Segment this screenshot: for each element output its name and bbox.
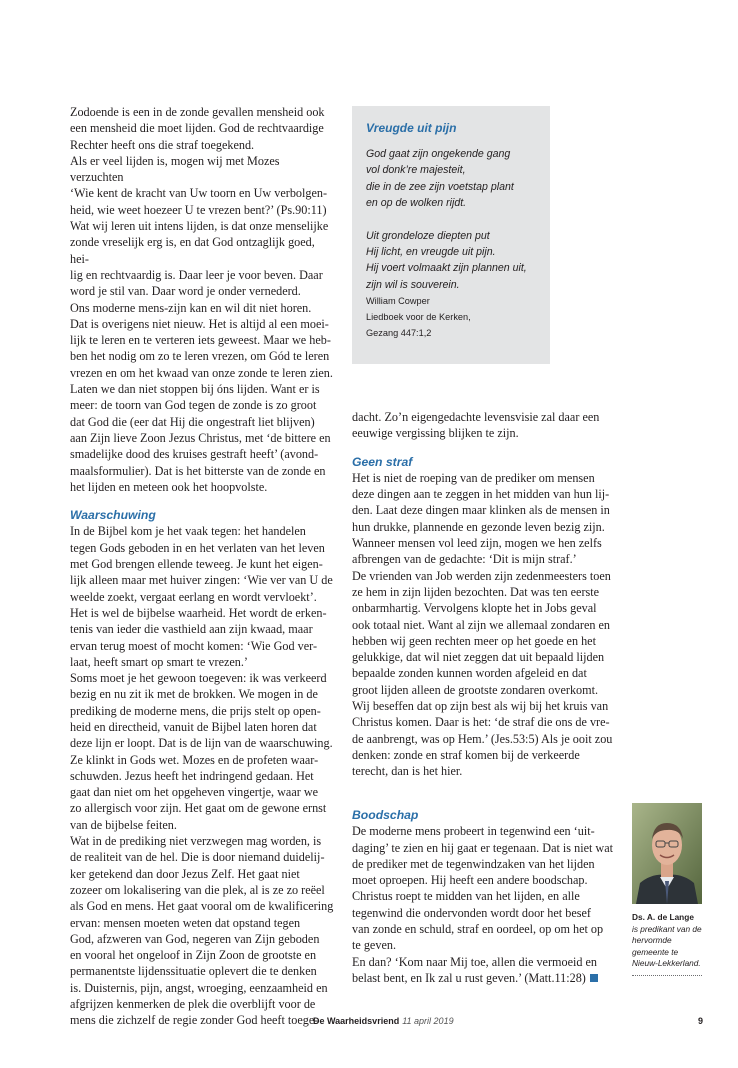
boodschap-paragraph bbox=[352, 823, 618, 986]
heading-waarschuwing: Waarschuwing bbox=[70, 508, 156, 523]
author-portrait-illustration bbox=[632, 803, 702, 904]
boodschap-text: De moderne mens probeert in tegenwind een ‘uit- daging’ te zien en hij gaat er tegenaan. Dat is niet wat de prediker met de tegenwindzaken van het lijden moet oproepen. Hij heeft een andere boodschap. Christus roept te midden van het lijden, en alle tegenwind die ondervonden wordt door het besef van zonde en schuld, straf en oordeel, op om het op te geven. En dan? ‘Kom naar Mij toe, allen die vermoeid en belast bent, en Ik zal u rust geven.’ (Matt.11:28) bbox=[352, 824, 614, 985]
page-number: 9 bbox=[698, 1016, 704, 1026]
page-footer bbox=[0, 1016, 738, 1032]
continuation-paragraph: dacht. Zo’n eigengedachte levensvisie zal daar een eeuwige vergissing blijken te zijn. bbox=[352, 410, 600, 441]
article-right-column-top bbox=[352, 409, 618, 780]
author-caption bbox=[632, 912, 704, 976]
footer-publication bbox=[313, 1016, 454, 1026]
heading-geen-straf: Geen straf bbox=[352, 454, 413, 469]
poem-credit-book: Liedboek voor de Kerken, bbox=[366, 312, 471, 323]
geen-straf-paragraph: Het is niet de roeping van de prediker om mensen deze dingen aan te zeggen in het midden van hun lij- den. Laat deze dingen maar klinken als de mensen in hun drukke, plannende en gezonde leven bezig zijn. Wanneer mensen vol leed zijn, mogen we hen zelfs afbrengen van de gedachte: ‘Dit is mijn straf.’ De vrienden van Job werden zijn zedenmeesters toen ze hem in zijn lijden bezochten. Dat was ten eerste onbarmhartig. Vervolgens klopte het in Jobs geval ook totaal niet. Want al zijn we allemaal zondaren en hebben wij geen rechten meer op het goede en het gelukkige, dat wil niet zeggen dat uit bepaald lijden bepaalde zonden kunnen worden afgeleid en dat groot lijden alleen de grootste zondaren overkomt. Wij beseffen dat op zijn best als wij bij het kruis van Christus komen. Daar is het: ‘de straf die ons de vre- de aanbrengt, was op Hem.’ (Jes.53:5) Als je ooit zou denken: zonde en straf komen bij de verkeerde terecht, dan is het hier. bbox=[352, 470, 613, 779]
author-bio: is predikant van de hervormde gemeente te Nieuw-Lekkerland. bbox=[632, 923, 702, 969]
author-name: Ds. A. de Lange bbox=[632, 912, 694, 922]
poem-sidebar-box bbox=[352, 106, 550, 364]
heading-boodschap: Boodschap bbox=[352, 808, 419, 822]
publication-name: De Waarheidsvriend bbox=[313, 1016, 400, 1026]
article-right-column-bottom bbox=[352, 807, 618, 986]
author-photo bbox=[632, 803, 702, 904]
intro-paragraph: Zodoende is een in de zonde gevallen mensheid ook een mensheid die moet lijden. God de rechtvaardige Rechter heeft ons die straf toegekend. Als er veel lijden is, mogen wij met Mozes verzuchten ‘Wie kent de kracht van Uw toorn en Uw verbolgen- heid, wie weet hoezeer U te vrezen bent?’ (Ps.90:11) Wat wij leren uit intens lijden, is dat onze menselijke zonde vreselijk erg is, en dat God ontzaglijk goed, hei- lig en rechtvaardig is. Daar leer je voor beven. Daar word je stil van. Daar word je onder vernederd. Ons moderne mens-zijn kan en wil dit niet horen. Dat is overigens niet nieuw. Het is altijd al een moei- lijk te leren en te verteren iets geweest. Maar we heb- ben het nodig om zo te leren vrezen, om Gód te leren vrezen en om het kwaad van onze zonde te leren zien. Laten we dan niet stoppen bij óns lijden. Want er is meer: de toorn van God tegen de zonde is zo groot dat God die (eer dat Hij die ongestraft liet blijven) aan Zijn lieve Zoon Jezus Christus, met ‘de bittere en smadelijke dood des kruises gestraft heeft’ (avond- maalsformulier). Dat is het bitterste van de zonde en het lijden en meteen ook het hoopvolste. bbox=[70, 105, 333, 494]
waarschuwing-paragraph: In de Bijbel kom je het vaak tegen: het handelen tegen Gods geboden in en het verlaten van het leven met God brengen ellende teweeg. Je kunt het eigen- lijk alleen maar met huiver zingen: ‘Wie ver van U de weelde zoekt, vergaat eerlang en wordt vervloekt’. Het is wel de bijbelse waarheid. Het wordt de erken- tenis van ieder die vasthield aan zijn kwaad, maar ervan terug moest of mocht komen: ‘Wie God ver- laat, heeft smart op smart te vrezen.’ Soms moet je het gewoon toegeven: ik was verkeerd bezig en nu zit ik met de brokken. We mogen in de prediking de moderne mens, die prijs stelt op open- heid en directheid, vanuit de Bijbel laten horen dat deze lijn er loopt. Dat is de lijn van de waarschuwing. Ze klinkt in Gods wet. Mozes en de profeten waar- schuwden. Jezus heeft het indringend gedaan. Het gaat dan niet om het opgeheven vingertje, waar we zo allergisch voor zijn. Het gaat om de gewone ernst van de bijbelse feiten. Wat in de prediking niet verzwegen mag worden, is de realiteit van de hel. Die is door niemand duidelij- ker getekend dan door Jezus Zelf. Het gaat niet zozeer om lokalisering van die plek, al is ze zo reëel als God en mens. Het gaat vooral om de kwalificering ervan: mensen moeten weten dat opstand tegen God, afzweren van God, negeren van Zijn geboden en vooral het ongeloof in Zijn Zoon de grootste en permanentste lijdenssituatie oplevert die te denken is. Duisternis, pijn, angst, wroeging, eenzaamheid en afgrijzen kenmerken de plek die overblijft voor de mens die zichzelf de regie zonder God heeft toege- bbox=[70, 524, 334, 1028]
poem-credit-hymn: Gezang 447:1,2 bbox=[366, 328, 432, 339]
poem-stanza-2: Uit grondeloze diepten put Hij licht, en vreugde uit pijn. Hij voert volmaakt zijn plannen uit, zijn wil is souverein. bbox=[366, 229, 527, 291]
poem-title: Vreugde uit pijn bbox=[366, 121, 457, 135]
poem-credit-author: William Cowper bbox=[366, 296, 430, 307]
end-of-article-square-icon bbox=[590, 974, 598, 982]
caption-divider bbox=[632, 975, 702, 976]
article-left-column bbox=[70, 104, 334, 1029]
poem-stanza-1: God gaat zijn ongekende gang vol donk’re majesteit, die in de zee zijn voetstap plant en op de wolken rijdt. bbox=[366, 148, 514, 210]
publication-date: 11 april 2019 bbox=[402, 1016, 454, 1026]
